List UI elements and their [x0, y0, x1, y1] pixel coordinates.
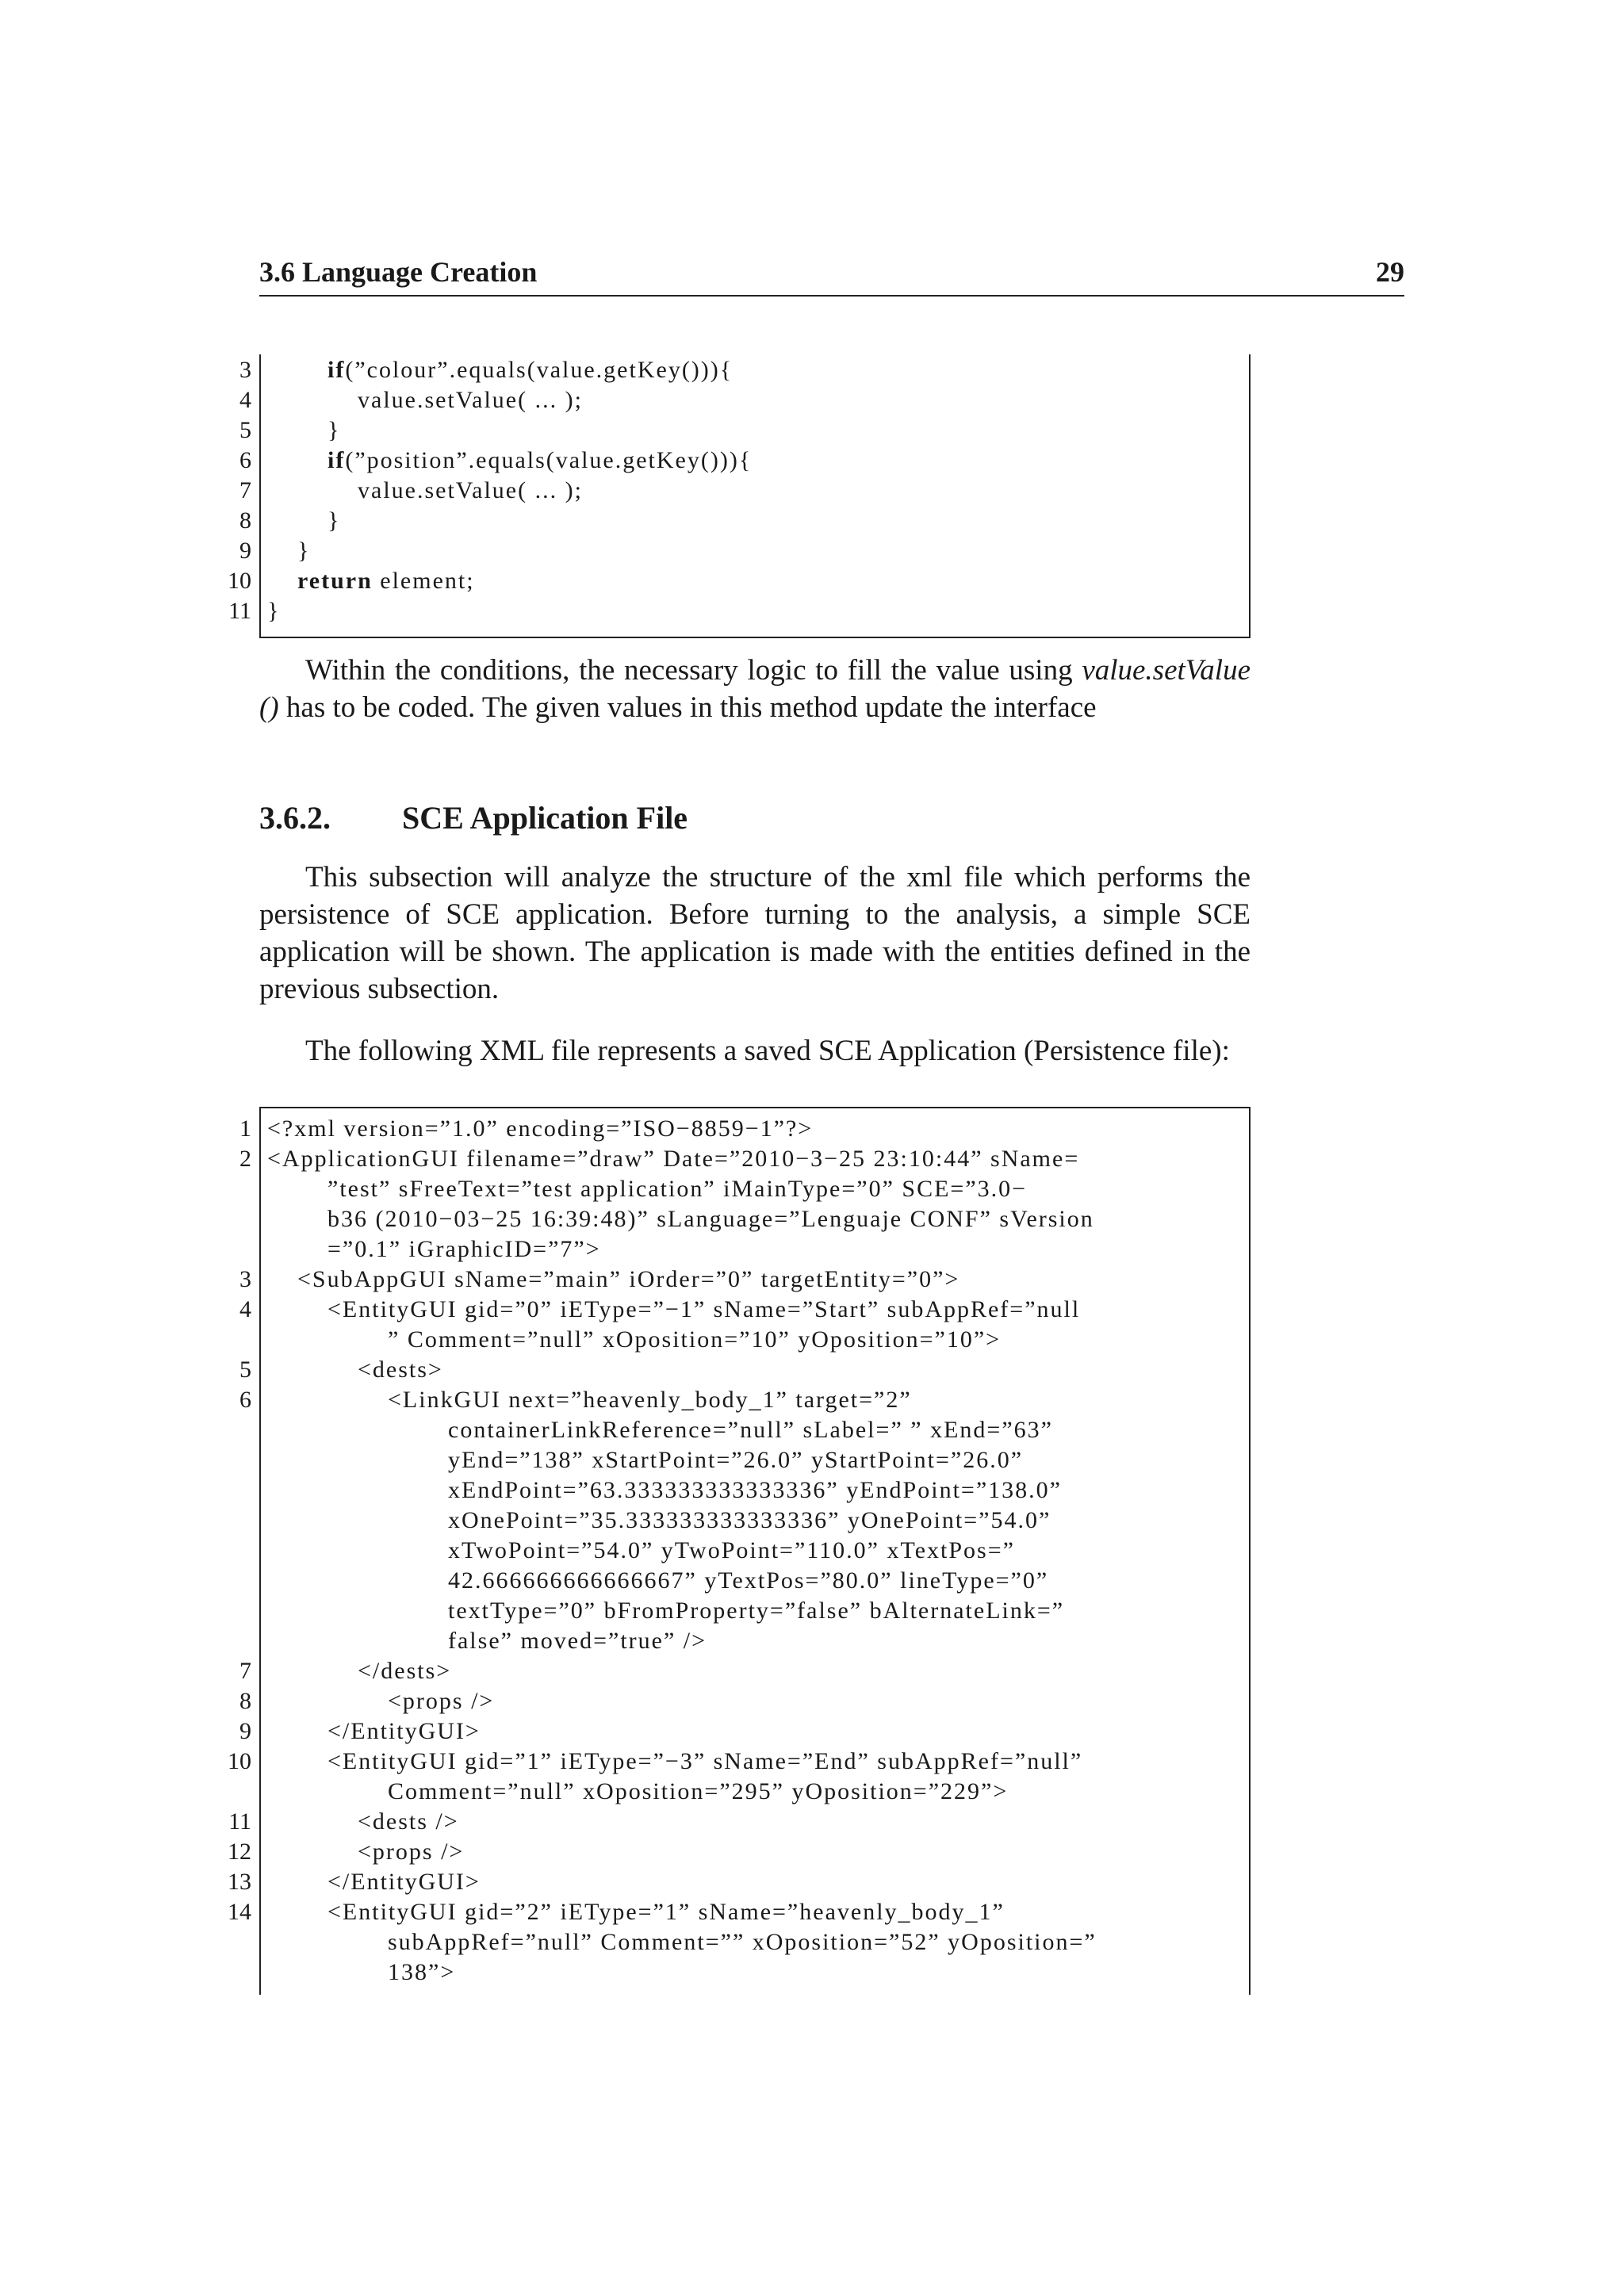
line-number: 5	[239, 1357, 251, 1383]
code-text: xEndPoint=”63.333333333333336” yEndPoint=”138.0”	[448, 1477, 1062, 1503]
code-text: <props />	[388, 1688, 495, 1714]
line-number: 10	[228, 1748, 251, 1774]
line-number: 6	[239, 1387, 251, 1413]
subsection-number: 3.6.2.	[259, 800, 331, 836]
line-number: 3	[239, 1266, 251, 1292]
code-text: value.setValue( ... );	[358, 387, 583, 413]
code-text: ” Comment=”null” xOposition=”10” yOposition=”10”>	[388, 1326, 1002, 1353]
code-text: <EntityGUI gid=”1” iEType=”−3” sName=”End” subAppRef=”null”	[327, 1748, 1083, 1774]
code-text: containerLinkReference=”null” sLabel=” ” xEnd=”63”	[448, 1417, 1053, 1443]
line-number: 11	[228, 1808, 251, 1835]
paragraph-intro	[259, 859, 1251, 1008]
method-name: value.setValue ()	[259, 654, 1251, 724]
paragraph-text: The following XML file represents a saved SCE Application (Persistence file):	[305, 1035, 1230, 1067]
code-listing-xml	[228, 1107, 1251, 1995]
paragraph-text: This subsection will analyze the structure of the xml file which performs the persistence of SCE application. Before turning to the analysis, a simple SCE application will be shown. The application is made with the entities defined in the previous subsection.	[259, 861, 1251, 1005]
line-number: 8	[239, 1688, 251, 1714]
code-text: }	[327, 507, 341, 534]
code-text: }	[297, 538, 311, 564]
line-number: 1	[239, 1115, 251, 1142]
code-text: }	[327, 417, 341, 443]
line-number: 12	[228, 1839, 251, 1865]
paragraph-text: Within the conditions, the necessary logic to fill the value using	[305, 654, 1082, 687]
line-number: 7	[239, 1658, 251, 1684]
paragraph-conditions	[259, 652, 1251, 726]
code-text: return element;	[297, 568, 475, 594]
code-text: ”test” sFreeText=”test application” iMainType=”0” SCE=”3.0−	[327, 1176, 1028, 1202]
code-text: Comment=”null” xOposition=”295” yOposition=”229”>	[388, 1778, 1009, 1804]
code-text: <LinkGUI next=”heavenly_body_1” target=”2”	[388, 1387, 912, 1413]
code-text: <dests />	[358, 1808, 459, 1835]
code-text: yEnd=”138” xStartPoint=”26.0” yStartPoint=”26.0”	[448, 1447, 1024, 1473]
subsection-heading	[259, 799, 688, 836]
line-number: 14	[228, 1899, 251, 1925]
code-text: b36 (2010−03−25 16:39:48)” sLanguage=”Lenguaje CONF” sVersion	[327, 1206, 1094, 1232]
code-text: </dests>	[358, 1658, 452, 1684]
code-text: xTwoPoint=”54.0” yTwoPoint=”110.0” xTextPos=”	[448, 1537, 1015, 1563]
code-text: subAppRef=”null” Comment=”” xOposition=”52” yOposition=”	[388, 1929, 1097, 1955]
line-number: 13	[228, 1869, 251, 1895]
code-text: if(”position”.equals(value.getKey())){	[327, 447, 753, 473]
code-text: textType=”0” bFromProperty=”false” bAlternateLink=”	[448, 1598, 1065, 1624]
code-text: <ApplicationGUI filename=”draw” Date=”2010−3−25 23:10:44” sName=	[267, 1146, 1080, 1172]
code-listing-java	[228, 354, 1251, 638]
code-text: xOnePoint=”35.333333333333336” yOnePoint=”54.0”	[448, 1507, 1051, 1533]
code-text: <?xml version=”1.0” encoding=”ISO−8859−1”?>	[267, 1115, 814, 1142]
paragraph-text: has to be coded. The given values in this method update the interface	[278, 691, 1097, 724]
line-number: 3	[239, 357, 251, 383]
line-number: 9	[239, 1718, 251, 1744]
line-number: 8	[239, 507, 251, 534]
code-text: =”0.1” iGraphicID=”7”>	[327, 1236, 601, 1262]
code-text: </EntityGUI>	[327, 1869, 481, 1895]
line-number: 2	[239, 1146, 251, 1172]
paragraph-xml-intro	[259, 1032, 1251, 1070]
code-text: if(”colour”.equals(value.getKey())){	[327, 357, 733, 383]
line-number: 5	[239, 417, 251, 443]
code-text: value.setValue( ... );	[358, 477, 583, 503]
code-text: 138”>	[388, 1959, 456, 1985]
line-number: 11	[228, 598, 251, 624]
line-number: 7	[239, 477, 251, 503]
line-number: 4	[239, 1296, 251, 1322]
page-number: 29	[1376, 256, 1404, 288]
code-text: 42.666666666666667” yTextPos=”80.0” lineType=”0”	[448, 1567, 1049, 1594]
code-text: }	[267, 598, 281, 624]
subsection-title: SCE Application File	[402, 800, 688, 836]
code-text: </EntityGUI>	[327, 1718, 481, 1744]
code-text: false” moved=”true” />	[448, 1628, 707, 1654]
line-number: 4	[239, 387, 251, 413]
line-number: 6	[239, 447, 251, 473]
running-header	[259, 255, 1404, 297]
line-number: 10	[228, 568, 251, 594]
code-text: <props />	[358, 1839, 465, 1865]
line-number: 9	[239, 538, 251, 564]
code-text: <EntityGUI gid=”0” iEType=”−1” sName=”Start” subAppRef=”null	[327, 1296, 1081, 1322]
code-text: <SubAppGUI sName=”main” iOrder=”0” targetEntity=”0”>	[297, 1266, 960, 1292]
code-text: <EntityGUI gid=”2” iEType=”1” sName=”heavenly_body_1”	[327, 1899, 1005, 1925]
code-text: <dests>	[358, 1357, 443, 1383]
header-section-title: 3.6 Language Creation	[259, 256, 538, 288]
